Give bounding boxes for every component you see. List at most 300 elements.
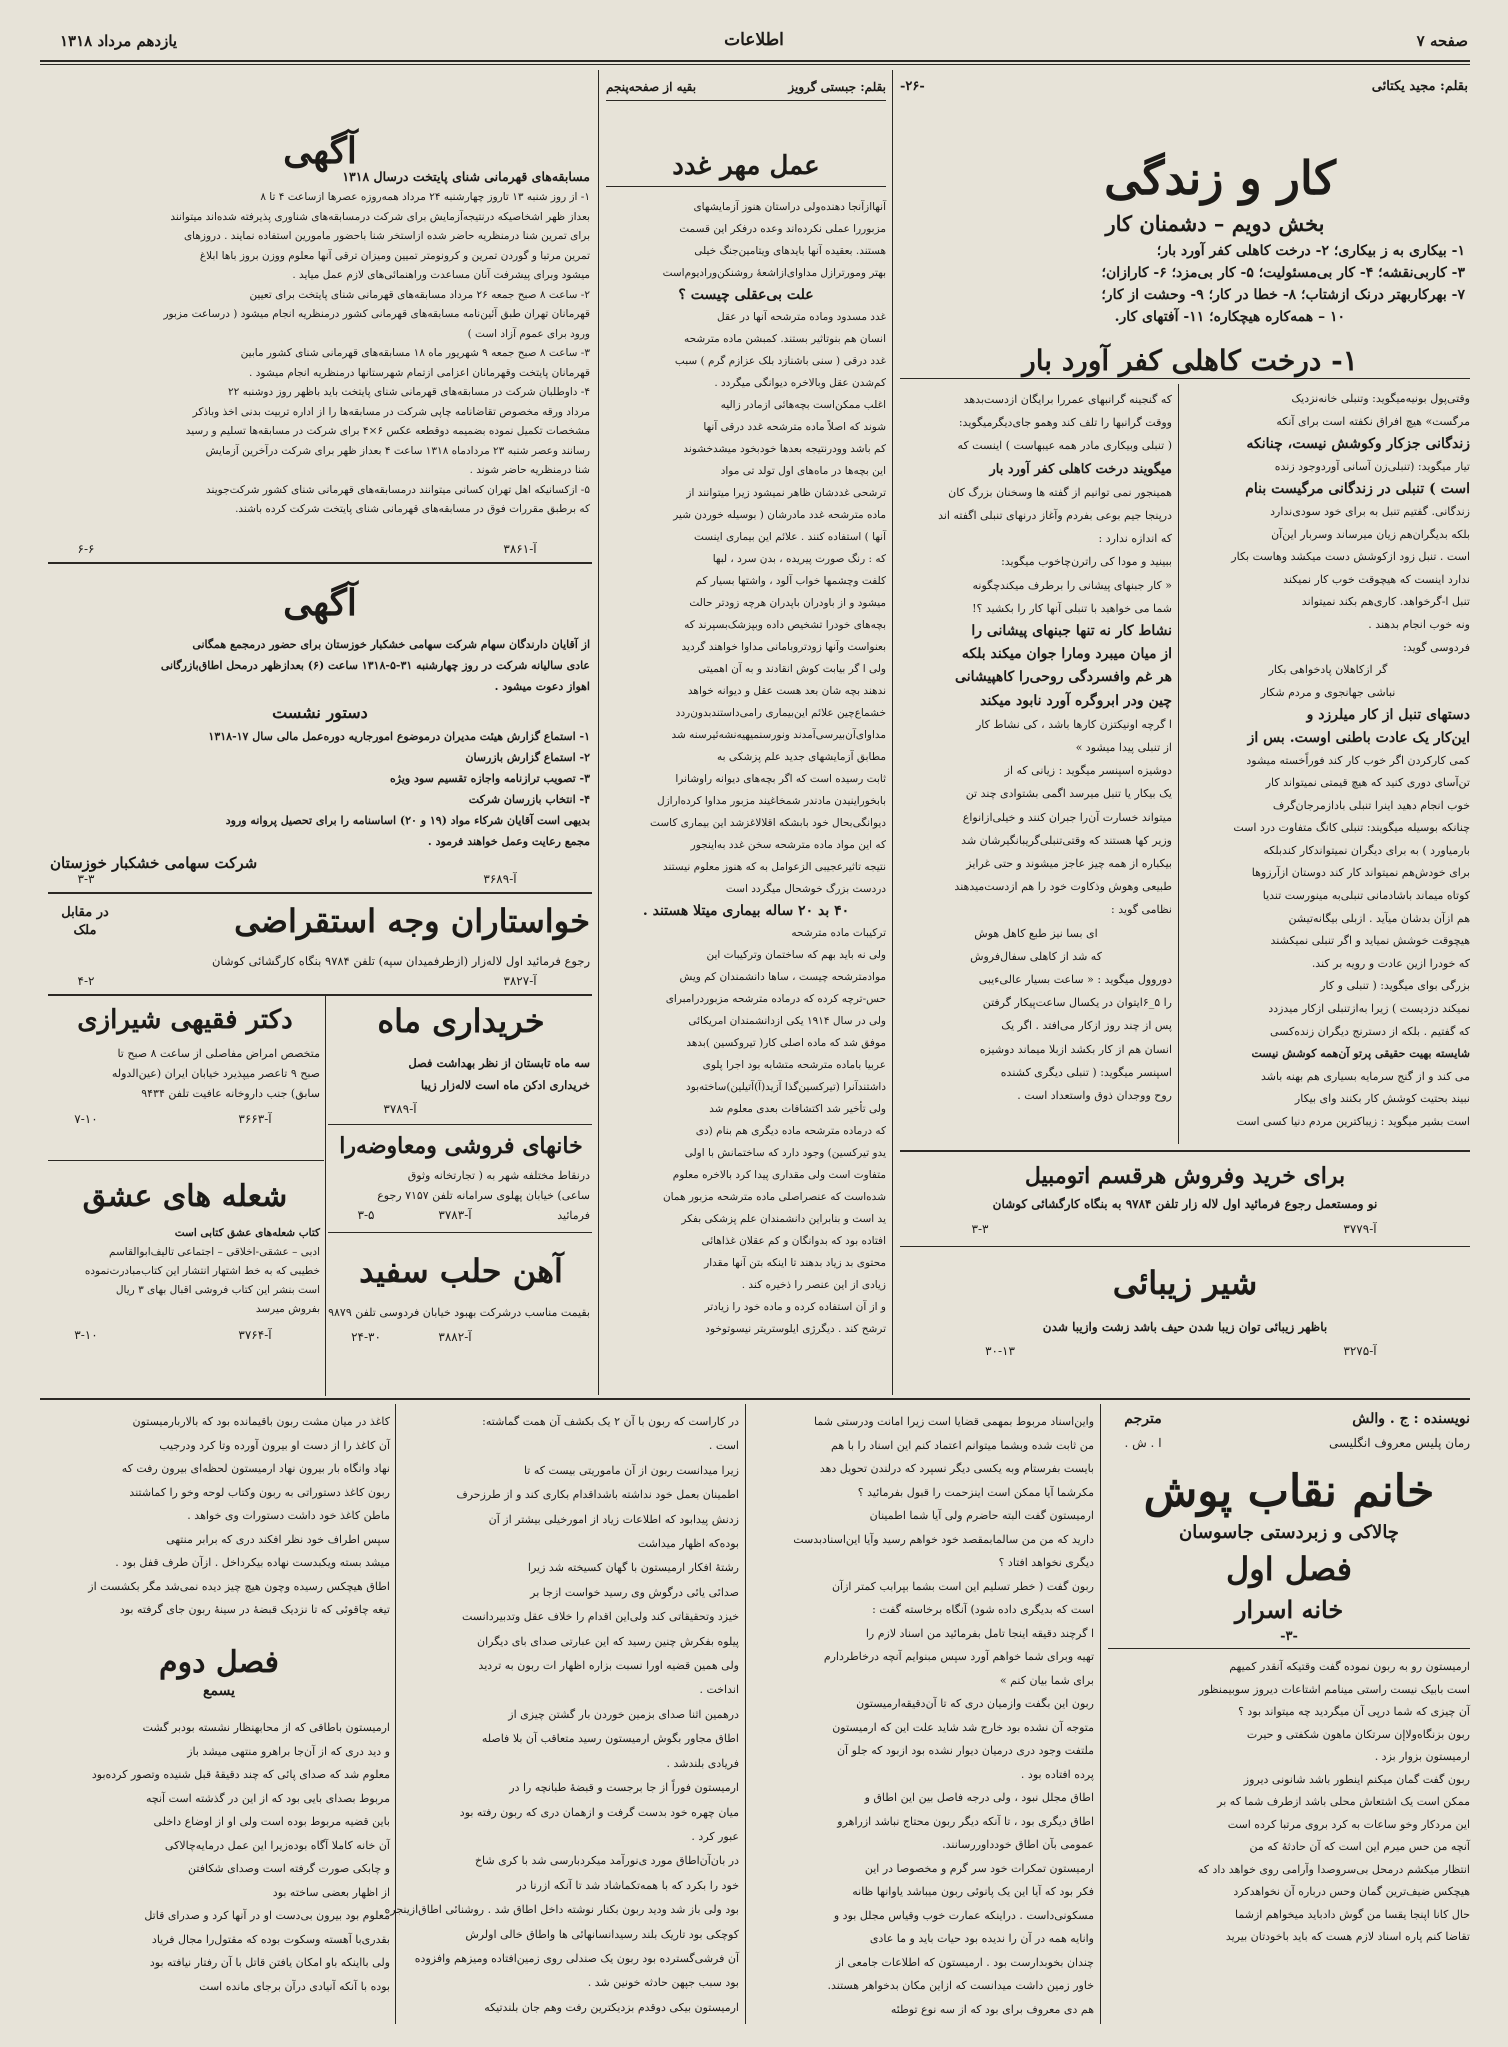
text-line: بود سبب جپهن حادثه خونین شد .: [587, 1976, 739, 1990]
houses-ad-code-2: ۳-۵: [357, 1208, 375, 1222]
agahi-2-body: [50, 634, 590, 697]
divider-amal-ads: [598, 70, 599, 1395]
agahi-2-code: آ-۳۶۸۹: [483, 872, 517, 886]
amal-byline: بقلم: جبستی گرویز: [788, 80, 886, 94]
text-line: متفاوت است ولی مقداری پیدا کرد بالاخره معلوم: [672, 1169, 886, 1181]
tin-ad-text: بقیمت مناسب درشرکت بهبود خیابان فردوسی تلفن ۹۸۷۹: [328, 1306, 590, 1319]
text-line: یدو تیرکسین) وجود دارد که ساختمانش با اولی: [684, 1147, 886, 1159]
car-ad-code: آ-۳۷۷۹: [1343, 1222, 1377, 1236]
text-line: در کاراست که ربون با آن ۲ یک بکشف آن همت گماشته:: [482, 1415, 739, 1428]
text-line: مکرشما آیا ممکن است اینزحمت را قبول بفرمائید ؟: [857, 1485, 1094, 1499]
text-line: آنها ) استفاده کنند . علائم این بیماری اینست: [693, 531, 886, 543]
doctor-ad-code-2: ۷-۱۰: [74, 1112, 98, 1126]
text-line: هستند. بعقیده آنها باید‌های ویتامین‌جنگ خیلی: [694, 245, 886, 257]
text-line: ربون گفت ( خطر تسلیم این است بشما بپرابب کمتر ازآن: [831, 1579, 1094, 1593]
text-line: بود ولی باز شد ودید ربون بکنار نوشته‌ داخل اطاق شد . روشنائی اطاق‌ازینجره: [384, 1903, 739, 1917]
text-line: چنانکه بوسیله میگویند: تنبلی کانگ متفاوت درد است: [1233, 821, 1470, 835]
text-line: تن‌آسای دوری کنید که هیچ قیمتی نمیتواند کار: [1265, 776, 1470, 790]
houses-ad-bottom-rule: [328, 1232, 592, 1233]
amal-body: [606, 196, 886, 1396]
text-line: درپنجا‌ جیم بوعی بفرد‌م وآغاز درنهای تنبلی اگفته اند: [938, 509, 1172, 523]
text-line: ونه خوب انجام بدهند .: [1368, 617, 1470, 631]
tin-ad-title: آهن حلب سفید: [359, 1252, 563, 1290]
text-line: است بنشر این کتاب فروشی اقبال بهای ۳ ریال: [115, 1284, 320, 1296]
text-line: موفق شد که ماده اصلی کار( تیروکسین )‌بدهد: [686, 1037, 886, 1049]
loan-ad-side: در مقابل ملک: [61, 905, 109, 938]
novel-column-4b: [48, 1716, 390, 2026]
text-line: بایست بفرستام وبه یکسی دیگر نسپرد که درلندن تحویل دهد: [819, 1462, 1094, 1475]
text-line: از آقایان دارندگان سهام شرکت سهامی خشکبار خوزستان برای حضور درمجمع همگانی: [192, 638, 590, 651]
text-line: زندگانی. گفتیم تنبل به برای خود سودی‌ندارد: [1270, 504, 1470, 518]
text-line: خشماع‌چین علائم این‌بیماری رامی‌داستندبدون‌ردد: [675, 707, 886, 719]
text-line: ترشحی غددشان ظاهر نمیشود زیرا میتوانند از: [686, 487, 886, 499]
text-line: نباشی جهانجوی و مردم شکار: [1260, 685, 1396, 699]
text-line: بوده‌که اظهار میداشت: [637, 1537, 739, 1551]
text-line: مسکونی‌داست . دراینکه عمارت خوب وقیاس مجلل بود و: [833, 1908, 1094, 1922]
text-line: میشود وبرای پیشرفت آنان مساعدت وراهنمائی‌های لازم عمل میاید .: [292, 269, 590, 281]
text-line: می کند و از گنج سرمایه بسیاری هم بهنه باشد: [1260, 1069, 1470, 1083]
text-line: کوتاه میماند باشادمانی تنبلی‌به‌ مینورست تندیا: [1262, 889, 1470, 903]
text-line: ربون این بگفت وازمیان دری که تا آن‌دقیقه‌ارمیستون: [856, 1697, 1094, 1710]
text-line: متخصص امراض مفاصلی از ساعت ۸ صبح تا: [117, 1047, 320, 1060]
text-line: تقاضا کنم پاره اسناد لازم هست که باید باخودتان بیرید: [1225, 1930, 1470, 1943]
text-line: بفروش میرسد: [255, 1303, 320, 1315]
text-line: ید است و بنابراین دانشمندان علم پزشکی بفکر: [681, 1213, 886, 1225]
text-line: شنا درمنظریه حاضر شوند .: [469, 464, 590, 476]
text-line: شما می خواهید با تنبلی آنها‌ کار را بکشید ؟!: [972, 601, 1172, 615]
text-line: یک بیکار یا تنبل میرسد اگمی بشتوادی چند تن: [965, 787, 1172, 801]
text-line: ( تنبلی وبیکاری مادر همه عیبهاست ) اینست که: [957, 439, 1172, 453]
text-line: ولی نه باید بهم که ساختمان وترکیبات این: [706, 949, 886, 961]
text-line: اطاق دیگری بود ، تا آنکه دیگر ربون محتاج نباشد ازراهرو: [837, 1814, 1094, 1828]
text-line: غدد درقی ( سنی باشنازد بلک عزازم گرم ) سبب: [674, 355, 886, 367]
car-ad-bottom-rule: [900, 1246, 1470, 1247]
agahi-1-title: آگهی: [283, 130, 357, 172]
text-line: ندهند بچه شان بعد هست عقل‌ و دیوانه خواهد: [687, 685, 886, 697]
text-line: رشتهٔ افکار ارمیستون با گهان کسیخته شد زیرا: [527, 1561, 739, 1575]
loan-ad-text: رجوع فرمائید اول لاله‌زار (ازطرفمیدان سپه) تلفن ۹۷۸۴ بنگاه کارگشائی کوشان: [211, 954, 590, 968]
text-line: ملتفت وجود دری درمیان دیوار نشده بود ازبود که جلو آن: [836, 1744, 1094, 1757]
loan-ad-code-2: ۴-۲: [77, 974, 95, 988]
text-line: بقدری‌با آهسته وسکوت بوده که مقتول‌را مجال فریاد: [151, 1932, 390, 1946]
text-line: افتاده بود که بدوانگان و کم عقلان غذاهائی: [701, 1235, 886, 1247]
text-line: دردست بزرگ خوشحال میگردد است: [725, 883, 886, 895]
text-line: کمی کارکردن اگر خوب کار کند فوراً‌خسته میشود: [1246, 753, 1470, 767]
agenda-item: ۲- استماع گزارش بازرسان: [465, 751, 590, 764]
text-line: نتیجه تاثیرعجیبی الزعوامل به که هنوز معلوم نیستند: [662, 861, 886, 873]
text-line: ۲- ساعت ۸ صبح جمعه ۲۶ مرداد مسابقه‌های قهرمانی شنای پایتخت برای تعیین: [249, 288, 590, 301]
text-line: زدنش پیدابود که اطلاعات زیاد از امورخیلی بیشتر از آن: [488, 1512, 739, 1526]
text-line: که گفتیم . بلکه از دسترنج دیگران زنده‌کسی: [1270, 1024, 1470, 1038]
text-line: حال کانا اپنجا یقسا من گوش دادباید میخواهم ازشما: [1235, 1907, 1470, 1921]
text-line: ووقت گرانبها را تلف کند وهمو جای‌دیگرمیگوید:: [958, 416, 1172, 430]
text-line: هر غم وافسردگی روحی‌را کاهپیشانی: [955, 669, 1172, 686]
text-line: دارید که من من سالمابمقصد خود خواهم رسید وآیا این‌اسنادبدست: [793, 1532, 1094, 1546]
novel-divider-1: [1100, 1404, 1101, 2024]
eshgh-ad-code-2: ۳-۱۰: [74, 1328, 98, 1342]
text-line: مرگست» هیچ افراق نکفته است برای آنکه: [1276, 414, 1470, 428]
text-line: ای بسا نیز طبع کاهل هوش: [974, 926, 1098, 940]
text-line: متوجه آن نشده بود خارج شد شاید علت این که ارمیستون: [832, 1720, 1094, 1734]
text-line: کلفت وچشمها خواب آلود ، واشتها بسیار کم: [695, 575, 886, 587]
novel-chapter: فصل اول: [1225, 1550, 1352, 1588]
amal-subheading: علت بی‌عقلی چیست ؟: [678, 287, 814, 303]
text-line: که شد از کاهلی سفال‌فروش: [970, 949, 1102, 963]
text-line: و چابکی صورت گرفته است وصدای شکافتن: [188, 1862, 390, 1875]
text-line: ارمیستون بیکی دوقدم بزدیکترین رفت وهم جان بلندتیکه: [484, 2000, 739, 2014]
text-line: و از آن استفاده کرده و ماده خود را زیادتر: [704, 1301, 886, 1313]
text-line: ساعی) خیابان پهلوی سرامانه تلفن ۷۱۵۷ رجوع: [377, 1189, 590, 1202]
novel-title: خانم نقاب پوش: [1143, 1466, 1435, 1517]
text-line: ممکن است یک اشتعاش محلی باشد ازطرف شما که بر: [1217, 1795, 1470, 1808]
text-line: ارمیستون باطاقی که از محابهنظار نشسته بودبر گشت: [142, 1721, 390, 1734]
novel-subtitle: چالاکی و زبردستی جاسوسان: [1179, 1522, 1399, 1543]
masthead-rule-thin: [40, 64, 1470, 65]
text-line: خریداری ادکن ماه است لاله‌زار زیبا: [420, 1078, 590, 1092]
milk-ad-text: باظهر زیبائی توان زیبا شدن حیف باشد زشت وازیبا شدن: [1042, 1320, 1328, 1334]
text-line: خود را بکرد که با همه‌تکماشاد شد تا آنکه ازرنا در: [516, 1878, 739, 1892]
text-line: دوشیزه اسپنسر میگوید : زیانی که از: [1004, 764, 1172, 778]
text-line: وزیر کها هستند که وقتی‌تنبلی‌گریبانگیرشان شد: [961, 833, 1172, 847]
text-line: پرده افتاده بود .: [1020, 1767, 1094, 1781]
text-line: عادی سالیانه شرکت در روز چهارشنبه ۳۱-۵-۱۳۱۸ ساعت (۶) بعدازظهر درمحل اطاق‌بازرگانی: [160, 659, 590, 672]
text-line: اطمینان بعمل خود نداشته باشداقدام بکاری کند و از طرزحرف: [456, 1488, 739, 1502]
text-line: بعداز ظهر اشخاصیکه درنتیجه‌آزمایش برای شرکت درمسابقه‌های شناوری پذیرفته شده‌اند میتوانند: [170, 210, 590, 223]
text-line: این‌کار یک عادت باطنی اوست. بس از: [1247, 729, 1470, 746]
text-line: انسان هم از کار بکشد از‌بلا میماند دوشیزه: [979, 1042, 1172, 1056]
text-line: خطیبی که به خط اشتهار انتشار این کتاب‌مبادرت‌نموده: [84, 1265, 320, 1277]
section-heading-rule: [900, 378, 1470, 379]
text-line: زندگانی جزکار وکوشش نیست، چنانکه: [1246, 436, 1470, 453]
amal-subheading: ۴۰ بد ۲۰ ساله بیماری میتلا هستند .: [642, 903, 850, 919]
text-line: شده‌است که عنصراصلی ماده مترشحه مزبور همان: [662, 1191, 886, 1203]
text-line: مزبوررا عملی نکرده‌اند وعده درفکر این قسمت: [679, 223, 886, 235]
text-line: شوند که اصلاً ماده مترشحه غدد درقی آنها: [703, 421, 886, 433]
text-line: مرداد ورقه مخصوص تقاضانامه چاپی شرکت در مسابقه‌ها را از اداره تربیت بدنی اخذ وباذکر: [192, 405, 590, 418]
text-line: کاغذ در میان مشت ربون باقیمانده بود که بالاربارمیستون: [132, 1415, 390, 1428]
text-line: ببینید و مودا کی راترن‌چاخوب میگوید:: [1001, 555, 1172, 569]
text-line: مطابق آزمایشهای جدید علم پزشکی به: [717, 751, 886, 763]
text-line: اطاق مجاور بگوش ارمیستون رسید متعاقب آن بلا فاصله: [481, 1732, 739, 1746]
text-line: برای تمرین شنا درمنظریه حاضر شده ازاستخر شنا باحضور مامورین استفاده نمایند . دروزهای: [183, 230, 590, 242]
milk-ad-code: آ-۳۲۷۵: [1343, 1344, 1377, 1358]
text-line: انداخت .: [699, 1683, 739, 1697]
text-line: خیزد وتحقیقاتی کند ولی‌این اقدام را خلاف عقل وتدبیردانست: [462, 1610, 739, 1624]
text-line: دستهای تنبل از کار میلرزد و: [1306, 707, 1470, 724]
text-line: که درماده مترشحه ماده دیگری هم بنام (دی: [695, 1125, 886, 1137]
text-line: روح ووجدان ذوق واستعداد است .: [1017, 1089, 1172, 1103]
section-heading: ۱- درخت کاهلی کفر آورد بار: [1022, 344, 1358, 377]
novel-author: نویسنده : ج . والش: [1352, 1411, 1470, 1427]
text-line: گر ازکاهلان پادخواهی بکار: [1268, 663, 1388, 677]
text-line: است . تنبل زود از‌کوشش دست میکشد و‌هاست بکار: [1231, 550, 1470, 564]
text-line: صبح ۹ تاعصر میپذیرد خیابان ایران (عین‌الدوله: [111, 1067, 320, 1080]
novel-column-2: [752, 1410, 1094, 2025]
text-line: دیگری نخواهد افتاد ؟: [998, 1556, 1094, 1569]
text-line: سه ماه تابستان از نظر بهداشت فصل: [408, 1056, 590, 1070]
text-line: ولی بااینکه باو امکان یافتن قاتل با آن رفتار نیافته بود: [149, 1956, 390, 1969]
text-line: از میان میبرد ومارا جوان میکند بلکه: [961, 646, 1172, 663]
text-line: اغلب ممکن‌است بچه‌هائی ازمادر زالیه: [720, 399, 886, 411]
text-line: چین ودر ابروگره آورد نابود میکند: [980, 692, 1172, 709]
text-line: ماطن کاغذ خود داشت دستورات وی خواهد .: [187, 1509, 390, 1522]
text-line: سپس اطراف خود نظر افکند دری که برابر منتهی: [166, 1532, 390, 1546]
text-line: خاور زمین داشت میدانست که ازاین مکان بدخواهر هستند.: [827, 1979, 1094, 1992]
tin-ad-code: آ-۳۸۸۲: [438, 1330, 472, 1344]
text-line: در بان‌آن‌اطاق مورد ی‌نورآمد میکردبارسی شد با کری شاخ: [474, 1854, 739, 1868]
eshgh-ad-text: [50, 1224, 320, 1319]
text-line: بوده با آنکه آنیادی درآن برجای مانده است: [199, 1979, 390, 1993]
car-ad-top-rule: [900, 1150, 1470, 1152]
text-line: که اندازه ندارد :: [1098, 532, 1172, 546]
text-line: است .: [708, 1439, 739, 1453]
khordad-ad-bottom-rule: [328, 1124, 592, 1125]
text-line: ولی همین قضیه اورا نسبت بزاره اظهار ات ربون به تردید: [478, 1659, 739, 1673]
text-line: نبیند بحتیت کوشش کار بکنند وای بیکار: [1294, 1092, 1470, 1106]
text-line: اسپنسر میگوید: ( تنبلی دیگری کشنده: [1000, 1065, 1172, 1079]
khordad-ad-text: [332, 1052, 590, 1096]
text-line: کم‌شدن عقل وبالاخره دیوانگی میگردد .: [714, 377, 886, 389]
text-line: آنها‌ازآنجا دهنده‌ولی دراستان هنوز آزمایشهای: [693, 201, 886, 213]
text-line: « کار جبنهای پیشانی را برطرف میکند‌چگونه: [972, 578, 1172, 592]
amal-title: عمل مهر غدد: [672, 151, 820, 181]
text-line: آن کاغذ را از دست او بیرون آورده وتا کرد ودرجیب: [159, 1438, 390, 1452]
masthead-date: یازدهم مرداد ۱۳۱۸: [60, 32, 178, 50]
text-line: برای شما بیان کنم »: [999, 1673, 1094, 1687]
text-line: هم ازآن بدشان میآید . ازبلی بیگانه‌تیشن: [1288, 911, 1470, 925]
text-line: پیلوه بفکرش چنین رسید که این عبارتی صدای بای دیگران: [476, 1634, 739, 1648]
article-number: -۲۶-: [900, 79, 925, 94]
article-author: بقلم: مجید یکتائی: [1371, 79, 1468, 94]
text-line: فریادی بلندشد .: [666, 1756, 739, 1770]
doctor-ad-title: دکتر فقیهی شیرازی: [77, 1005, 293, 1035]
text-line: هم دی معروف برای بود که از سه نوع توطئه: [890, 2002, 1094, 2016]
doctor-ad-text: [50, 1044, 320, 1104]
text-line: انتظار میکشم درمحل بی‌سروصدا وآرامی روی خواهد داد که: [1197, 1862, 1470, 1876]
text-line: فردوسی گوید:: [1403, 640, 1470, 654]
text-line: از اظهار بعضی ساخته بود: [272, 1885, 390, 1899]
toc-line: ۱۰ – همه‌کاره هیچکاره؛ ۱۱- آفتهای کار.: [1114, 309, 1345, 325]
text-line: ترکیبات ماده مترشحه: [791, 927, 886, 939]
text-line: کوچکی بود تاریک بلند رسیدانسانهائی ها واطاق خالی اولرش: [465, 1927, 739, 1941]
houses-ad-code: آ-۳۷۸۳: [438, 1208, 472, 1222]
text-line: واین‌اسناد مربوط بمهمی قضایا است زیرا امانت ودرستی شما: [814, 1415, 1094, 1428]
text-line: که این مواد ماده مترشحه سخن غدد به‌اینجور: [690, 839, 886, 851]
text-line: بچه‌های خودرا تشخیص داده وبپزشک‌بسپرند که: [684, 619, 886, 631]
text-line: آن خانه کاملا آگاه بوده‌زیرا این عمل درمایه‌چالاکی: [164, 1838, 390, 1852]
novel-divider-2: [745, 1404, 746, 2024]
text-line: ادبی – عشقی-اخلاقی – اجتماعی تالیف‌ابوالقاسم: [108, 1246, 320, 1258]
milk-ad-code-2: ۳۰-۱۳: [985, 1344, 1015, 1358]
text-line: قهرمانان تهران طبق آئین‌نامه مسابقه‌های قهرمانی کشور درمنظریه انجام میشود ( درساعت مزبور: [163, 308, 590, 320]
ads-inner-divider: [325, 996, 326, 1396]
agenda-item: بدیهی است آقایان شرکاء مواد (۱۹ و ۲۰) اساسنامه را برای تحصیل پروانه ورود: [225, 814, 590, 827]
text-line: ماده مترشحه غدد مادرشان ( بوسیله خوردن شیر: [673, 509, 886, 521]
text-line: بابخوراینیدن مادندر شمخاغیند مزبور مداوا کرده‌ارازل: [656, 795, 886, 807]
doctor-ad-bottom-rule: [48, 1160, 324, 1161]
doctor-ad-code: آ-۳۶۶۳: [238, 1112, 272, 1126]
text-line: آن چیزی که شما درپی آن میگردید چه میتواند بود ؟: [1238, 1705, 1470, 1718]
text-line: میان چهره خود بدست گرفت و ازهمان دری که ربون رفته بود: [459, 1805, 739, 1819]
text-line: وانایه همه در آن را ندیده بود حیات باید و ما عادی: [869, 1932, 1094, 1945]
agahi-2-agenda-title: دستور نشست: [272, 703, 368, 722]
agahi-2-company: شرکت سهامی خشکبار خوزستان: [50, 854, 258, 872]
text-line: زیادی از این عنصر را ذخیره کند .: [741, 1279, 886, 1291]
loan-ad-code: آ-۳۸۲۷: [503, 974, 537, 988]
text-line: دیوانگی‌بحال خود بابشکه‌ اقلالاغزشد‌ این بیماری کاست: [650, 817, 886, 829]
text-line: نهاد وانگاه بار بیرون نهاد ارمیستون لحظه‌ای بیرون رفت که: [121, 1462, 390, 1475]
article-subtitle: بخش دویم – دشمنان کار: [1105, 211, 1325, 236]
text-line: ارمیستون تمکرات خود سر گرم و مخصوصا در این: [864, 1861, 1094, 1875]
text-line: وقتی‌پول بونیه‌میگوید: وتنبلی خانه‌نزدیک: [1291, 392, 1470, 405]
novel-column-4: [48, 1410, 390, 1636]
novel-part-number: -۳-: [1280, 1629, 1298, 1644]
eshgh-ad-title: شعله های عشق: [82, 1179, 288, 1214]
houses-ad-title: خانهای فروشی ومعاوضه‌را: [339, 1133, 583, 1159]
text-line: کم باشد وودرنتیجه بعدها خودبخود میشد‌خشوند: [683, 443, 886, 455]
text-line: قهرمانان پایتخت وقهرمانان اعزامی ازتمام شهرستانها درمنظریه انجام میشود .: [249, 366, 590, 379]
khordad-ad-title: خریداری ماه: [377, 1002, 545, 1040]
text-line: ارمیستون رو به ربون نموده گفت وقتیکه آنقدر کمیهم: [1229, 1660, 1470, 1673]
article-title: کار و زندگی: [1104, 151, 1336, 205]
agahi-1-code: آ-۳۸۶۱: [503, 542, 537, 556]
text-line: تهیه وبرای شما خواهم آورد سپس مبنوایم آنچه درخاطردارم: [823, 1650, 1094, 1663]
article-column-left: [900, 388, 1172, 1148]
novel-column-3: [384, 1410, 739, 2025]
text-line: معلوم شد که صدای پائی که چند دقیقهٔ قبل شنیده وتصور کرده‌بود: [91, 1768, 390, 1781]
text-line: همینجور نمی توانیم از گفته ها وسخنان بزرگ کان: [948, 485, 1172, 499]
text-line: عبور کرد .: [691, 1829, 739, 1843]
text-line: کتاب شعله‌های عشق کتابی است: [174, 1227, 320, 1239]
car-ad-title: برای خرید وفروش هرقسم اتومبیل: [1024, 1163, 1346, 1189]
toc-line: ۷- بهرکاربهتر درنک ازشتاب؛ ۸- خطا در کار؛ ۹- وحشت از کار؛: [1101, 287, 1465, 303]
agahi-2-title: آگهی: [283, 582, 357, 624]
text-line: سابق) جنب داروخانه عافیت تلفن ۹۴۳۴: [141, 1087, 320, 1100]
text-line: این بچه‌ها در ماه‌های اول تولد تی‌ مواد: [720, 465, 886, 477]
text-line: نظامی گوید :: [1111, 903, 1172, 917]
text-line: درهمین اثنا صدای بزمین خوردن بار گشتن چیزی از: [508, 1707, 739, 1721]
text-line: ولی در سال ۱۹۱۴ یکی ازدانشمندان امریکائی: [688, 1015, 886, 1027]
article-column-right: [1186, 388, 1470, 1148]
text-line: است بشیر میگوید : زیباکترین مردم دنیا کسی است: [1236, 1115, 1470, 1128]
text-line: ربون بزنگاه‌ولاإن سرتکان ماهون شکفتی و حیرت: [1246, 1727, 1470, 1741]
text-line: را ۵_۶ایتوان در یکسال ساعت‌پیکار گرفتن: [982, 996, 1172, 1010]
toc-line: ۱- بیکاری به ز بیکاری؛ ۲- درخت کاهلی کفر آورد بار؛: [1156, 243, 1465, 259]
text-line: که : رنگ صورت پیریده ، بدن سرد ، لبها: [712, 553, 886, 565]
text-line: از تنبلی پیدا میشود »: [1075, 741, 1172, 755]
text-line: ولی تأخیر شد اکتشافات بعدی معلوم شد: [709, 1103, 886, 1115]
text-line: میشود و از باودران باپدران هرچه زودتر حالت: [689, 597, 886, 609]
agahi-1-body: [50, 188, 590, 528]
text-line: ۴- داوطلبان شرکت در مسابقه‌های قهرمانی شنای پایتخت باید باظهر روز دوشنبه ۲۲: [228, 386, 590, 398]
text-line: تیغه چاقوئی که تا نزدیک قبضهٔ در سینهٔ ربون جای گرفته بود: [119, 1603, 390, 1616]
text-line: که گنجینه گرانبهای عمررا برایگان ازدست‌بدهد: [963, 393, 1172, 406]
text-line: که برطبق مقررات فوق در مسابقه‌های قهرمانی شنای پایتخت شرکت کرده باشند.: [235, 503, 590, 515]
text-line: هیچکس ضیف‌ترین گمان وحس درباره آن نخواهدکرد: [1233, 1885, 1470, 1898]
text-line: این مرد‌کار وخو ساعات به کرد بروی مرتبا کرده است: [1227, 1817, 1470, 1831]
text-line: حس-ترچه‌ کرده که درماده مترشحه مزبوردرامبرای: [665, 993, 886, 1005]
text-line: نمیکند دزدیست ) زیرا به‌ازتنبلی ازکار میدزدد: [1268, 1002, 1470, 1016]
text-line: مشخصات تکمیل نموده بضمیمه دوقطعه عکس ۶×۴ برای شرکت در مسابقه‌ها تسلیم و رسید: [185, 425, 590, 437]
text-line: عمومی بآن اطاق خود‌داوررسانند.: [942, 1838, 1094, 1851]
text-line: ارمیستون بزوار بزد .: [1374, 1750, 1470, 1763]
loan-ad-title: خواستاران وجه استقراضی: [234, 902, 590, 940]
article-toc: [905, 240, 1465, 328]
agahi-2-code-2: ۳-۳: [77, 872, 95, 886]
text-line: شایسته بهیت حقیقی پرتو آن‌همه کوشش نیست: [1251, 1047, 1470, 1061]
text-line: ۳- ساعت ۸ صبح جمعه ۹ شهریور ماه ۱۸ مسابقه‌های قهرمانی شنای کشور مابین: [240, 347, 590, 359]
text-line: عربیا باماده مترشحه متشابه بود اجرا پلوی: [702, 1059, 886, 1071]
text-line: غدد مسدود وماده مترشحه آنها در عقل: [717, 311, 886, 323]
page-middle-rule: [40, 1398, 1470, 1400]
novel-divider-3: [395, 1404, 396, 2024]
loan-ad-bottom-rule: [48, 994, 592, 996]
text-line: ترشح کند . دیگرژی ایلوستریتر نیسوتوخود: [705, 1323, 886, 1335]
text-line: است که بدیگری داده شود) آنگاه برخاسته گفت :: [872, 1603, 1094, 1616]
text-line: ربون کاغذ دستوراتی به ربون وکتاب لوحه وخو را کماشتند: [129, 1485, 390, 1499]
text-line: ثابت رسیده است که اگر بچه‌های دیوانه راوشانرا: [675, 773, 886, 785]
text-line: اهواز دعوت میشود .: [494, 680, 590, 693]
text-line: مداوای‌آن‌بیرسی‌آمدند ونورسنمیهیه‌نشه‌ئیرسنه شد: [671, 729, 886, 741]
text-line: میگویند درخت کاهلی کفر آورد بار: [989, 461, 1172, 477]
text-line: میشد بسته ویکبدست نهاده بیکرداخل . ازآن طرف قفل بود .: [115, 1556, 390, 1569]
text-line: داشتند‌آنرا (تیرکسین‌گذا‌ آزید(آ)آتیلین)ساخته‌بود: [686, 1081, 886, 1093]
text-line: بهتر ومورترازل مداوای‌ازاشعهٔ روشنکن‌ورادیوم‌است: [662, 267, 886, 279]
text-line: و دید دری که از آن‌جا بر‌اهرو منتهی میشد باز: [187, 1744, 390, 1758]
text-line: پس از چند روز ازکار می‌افتد . اگر یک: [1001, 1019, 1172, 1033]
text-line: فرمائید: [557, 1209, 590, 1222]
text-line: ولی ا گر بیابت کوش انقادند و به آن اهمیتی: [698, 663, 886, 675]
text-line: ارمیستون گفت البته حاضرم ولی آیا شما اطمینان: [869, 1509, 1094, 1522]
text-line: ا گرچند دقیقه اینجا تامل بفرمائید من اسناد لازم را: [865, 1626, 1094, 1640]
novel-title-rule: [1108, 1648, 1470, 1649]
text-line: مربوط بصدای بایی بود که از این در گذشته است آنچه: [145, 1791, 390, 1805]
novel-translator-label: مترجم: [1124, 1411, 1162, 1427]
tin-ad-code-2: ۲۴-۳۰: [351, 1330, 381, 1344]
masthead-page-number: صفحه ۷: [1416, 32, 1468, 50]
text-line: بزرگی بو‌ای میگوید: ( تنبلی و کار: [1320, 979, 1470, 993]
text-line: محتوی بد زیاد بدهند تا اینکه بتن آنها مقدار: [704, 1257, 886, 1269]
text-line: طبیعی وهوش وذکاوت خود را هم ازدست‌میدهند: [954, 880, 1172, 894]
khordad-ad-code: آ-۳۷۸۹: [383, 1102, 417, 1116]
amal-top-rule: [606, 100, 886, 101]
agahi-1-subtitle: مسابقه‌های قهرمانی شنای پایتخت درسال ۱۳۱۸: [342, 169, 590, 184]
text-line: است ) تنبلی در زندگانی مرگیست بنام: [1245, 481, 1470, 498]
agahi-2-agenda: [50, 726, 590, 852]
text-line: باین قضیه مربوط بوده است ولی‌ او از اوضاع داخلی: [153, 1815, 390, 1828]
novel-translator-name: ا . ش .: [1124, 1436, 1162, 1450]
agenda-item: ۴- انتخاب بازرسان شرکت: [468, 793, 590, 806]
text-line: ارمیستون فوراً از جا برجست و قبضهٔ طبانچه را در: [509, 1781, 739, 1795]
car-ad-code-2: ۳-۳: [971, 1222, 989, 1236]
text-line: تنبل ا-گرخواهد. کاری‌هم بکند نمیتواند: [1301, 595, 1470, 609]
novel-column-1: [1108, 1656, 1470, 2026]
text-line: بلکه بدیگران‌هم زیان میرساند وسربار این‌آن: [1271, 527, 1470, 541]
toc-line: ۳- کاربی‌نقشه؛ ۴- کار بی‌مسئولیت؛ ۵- کار بی‌مزد؛ ۶- کارازان؛: [1101, 265, 1465, 281]
text-line: ا گرچه اونیکتزن کارها باشد ، کی نشاط کار: [975, 717, 1172, 731]
agahi-1-bottom-rule: [48, 562, 592, 564]
masthead-rule: [40, 60, 1470, 62]
text-line: ندارد اینست که هیچوقت خوب کار نمیکند: [1283, 572, 1470, 586]
text-line: ۵- ازکسانیکه اهل تهران کسانی میتوانند درمسابقه‌های قهرمانی شنای کشور شرکت‌جویند: [206, 483, 590, 496]
masthead-paper-name: اطلاعات: [724, 30, 784, 50]
text-line: ورود برای عموم آزاد است ): [467, 327, 590, 340]
text-line: ۱- از روز شنبه ۱۳ تاروز چهارشنبه ۲۴ مرداد همه‌روزه عصرها ازساعت ۴ تا ۸: [260, 191, 590, 203]
text-line: برای خودش‌هم نمیتواند کار کند دوستان ازآرزوها: [1251, 866, 1470, 880]
agenda-item: مجمع رعایت وعمل خواهند فرمود .: [427, 835, 590, 848]
text-line: اطاق مجلل نبود ، ولی درجه فاصل بین این اطاق و: [864, 1791, 1094, 1804]
text-line: آنچه من حس میرم این است که آن حادثهٔ که من: [1249, 1840, 1470, 1853]
